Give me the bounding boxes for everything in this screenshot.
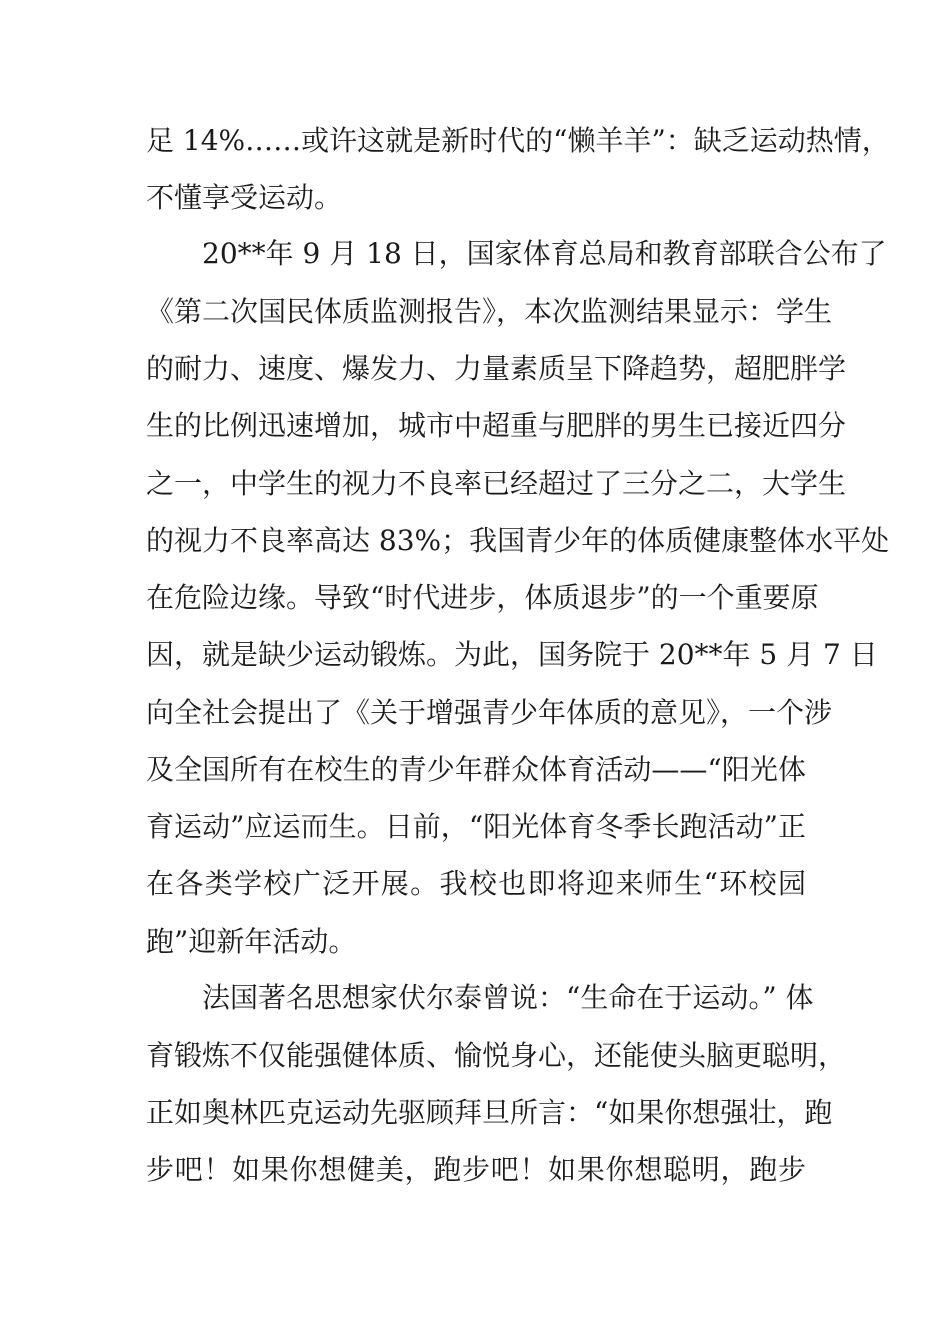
- text-line-10: 因，就是缺少运动锻炼。为此，国务院于 20**年 5 月 7 日: [146, 638, 878, 671]
- text-line-2: 不懂享受运动。: [146, 181, 343, 214]
- text-line-7: 之一，中学生的视力不良率已经超过了三分之二，大学生: [146, 467, 847, 500]
- text-line-11: 向全社会提出了《关于增强青少年体质的意见》，一个涉: [146, 696, 833, 729]
- text-line-4: 《第二次国民体质监测报告》，本次监测结果显示：学生: [146, 295, 833, 328]
- text-line-17: 育锻炼不仅能强健体质、愉悦身心，还能使头脑更聪明，: [146, 1039, 847, 1072]
- text-line-15: 跑”迎新年活动。: [146, 925, 357, 958]
- text-line-12: 及全国所有在校生的青少年群众体育活动——“阳光体: [146, 753, 806, 786]
- paragraph-start-line: 20**年 9 月 18 日，国家体育总局和教育部联合公布了: [202, 237, 887, 270]
- text-line-1: 足 14%……或许这就是新时代的“懒羊羊”：缺乏运动热情，: [146, 124, 890, 157]
- text-line-8: 的视力不良率高达 83%；我国青少年的体质健康整体水平处: [146, 524, 890, 557]
- text-line-6: 生的比例迅速增加，城市中超重与肥胖的男生已接近四分: [146, 409, 847, 442]
- text-line-18: 正如奥林匹克运动先驱顾拜旦所言：“如果你想强壮，跑: [146, 1096, 833, 1129]
- text-line-9: 在危险边缘。导致“时代进步，体质退步”的一个重要原: [146, 581, 819, 614]
- text-line-13: 育运动”应运而生。日前，“阳光体育冬季长跑活动”正: [146, 810, 806, 843]
- text-line-19: 步吧！如果你想健美，跑步吧！如果你想聪明，跑步: [146, 1153, 806, 1186]
- text-line-14: 在各类学校广泛开展。我校也即将迎来师生“环校园: [146, 867, 806, 900]
- text-line-5: 的耐力、速度、爆发力、力量素质呈下降趋势，超肥胖学: [146, 352, 847, 385]
- paragraph-start-line: 法国著名思想家伏尔泰曾说：“生命在于运动。” 体: [202, 981, 814, 1014]
